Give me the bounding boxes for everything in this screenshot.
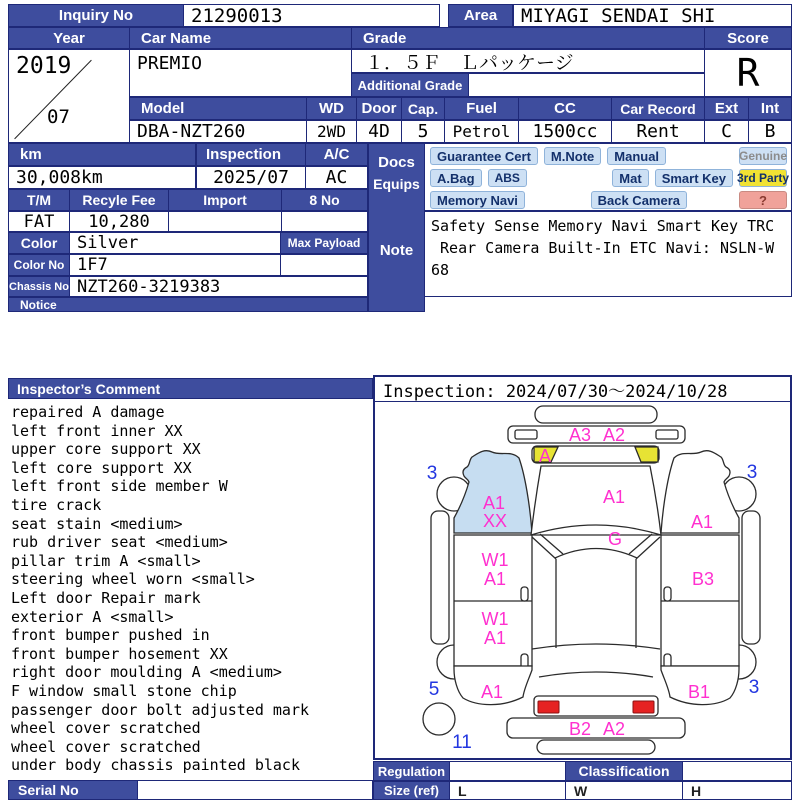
color-no-label: Color No xyxy=(8,254,70,276)
equipment-row-1 xyxy=(430,147,787,165)
damage-label: XX xyxy=(482,511,508,531)
ac-label: A/C xyxy=(305,143,368,166)
wheel-number: 3 xyxy=(426,463,438,484)
comment-line: under body chassis painted black xyxy=(11,756,300,775)
cap-label: Cap. xyxy=(401,97,445,120)
int-value: B xyxy=(748,120,792,143)
damage-label: A xyxy=(538,446,552,466)
damage-label: A1 xyxy=(602,487,626,507)
comment-line: front bumper hosement XX xyxy=(11,644,228,663)
max-payload-value xyxy=(280,254,368,276)
km-value: 30,008km xyxy=(8,166,196,189)
front-spoiler xyxy=(537,740,655,754)
badge-m-note: M.Note xyxy=(544,147,601,165)
badge-abs: ABS xyxy=(488,169,527,187)
damage-label: B3 xyxy=(691,569,715,589)
cc-value: 1500cc xyxy=(518,120,612,143)
serial-no-value xyxy=(137,780,373,800)
equipment-row-3 xyxy=(430,191,787,209)
wheel-number: 5 xyxy=(428,679,440,700)
inspector-comment-title: Inspector’s Comment xyxy=(8,378,373,399)
badge-3rd-party: 3rd Party xyxy=(736,171,790,185)
inspection-value: 2025/07 xyxy=(196,166,306,189)
docs-equips-strip xyxy=(368,143,425,312)
wheel-number: 3 xyxy=(746,462,758,483)
wd-value: 2WD xyxy=(306,120,357,143)
damage-label: W1 xyxy=(481,550,509,570)
additional-grade-label: Additional Grade xyxy=(351,73,469,97)
km-label: km xyxy=(8,143,196,166)
badge-mat: Mat xyxy=(612,169,648,187)
eight-no-label: 8 No xyxy=(281,189,368,211)
month-value: 07 xyxy=(47,106,70,128)
badge-genuine: Genuine xyxy=(739,149,788,163)
badge-smart-key: Smart Key xyxy=(655,169,733,187)
note-label: Note xyxy=(379,242,414,259)
max-payload-label: Max Payload xyxy=(280,232,368,254)
wheel-number: 11 xyxy=(452,732,472,753)
badge-back-camera: Back Camera xyxy=(591,191,687,209)
damage-diagram-panel xyxy=(373,375,792,760)
car-name-value: PREMIO xyxy=(129,49,352,97)
badge-question: ? xyxy=(739,191,787,209)
damage-label: A1 xyxy=(482,493,506,513)
front-bumper xyxy=(507,718,685,738)
grade-value: １．５Ｆ Ｌパッケージ xyxy=(351,49,705,73)
regulation-label: Regulation xyxy=(373,761,450,781)
comment-line: front bumper pushed in xyxy=(11,626,210,645)
recycle-fee-label: Recyle Fee xyxy=(69,189,169,211)
damage-label: A2 xyxy=(602,425,626,445)
size-w-cell: W xyxy=(565,781,683,800)
diagram-inspection-heading: Inspection: 2024/07/30～2024/10/28 xyxy=(375,377,790,402)
damage-label: A1 xyxy=(690,512,714,532)
tm-label: T/M xyxy=(8,189,70,211)
equips-label: Equips xyxy=(373,176,420,192)
left-sill xyxy=(431,511,449,644)
equipment-row-2 xyxy=(430,169,790,187)
ext-label: Ext xyxy=(704,97,749,120)
additional-grade-value xyxy=(468,73,705,97)
comment-line: right door moulding A <medium> xyxy=(11,663,282,682)
grade-label: Grade xyxy=(351,27,705,49)
fuel-label: Fuel xyxy=(444,97,519,120)
model-label: Model xyxy=(129,97,307,120)
hood xyxy=(556,559,636,648)
comment-line: left front inner XX xyxy=(11,421,183,440)
inspection-label: Inspection xyxy=(196,143,306,166)
recycle-fee-value: 10,280 xyxy=(69,211,169,232)
comment-line: wheel cover scratched xyxy=(11,719,201,738)
damage-label: G xyxy=(607,529,623,549)
chassis-no-label: Chassis No xyxy=(8,276,70,297)
ac-value: AC xyxy=(305,166,368,189)
import-value xyxy=(168,211,282,232)
comment-line: rub driver seat <medium> xyxy=(11,533,228,552)
note-line: Rear Camera Built-In ETC Navi: NSLN-W xyxy=(431,239,775,257)
regulation-value xyxy=(449,761,566,781)
score-value: R xyxy=(704,49,792,97)
damage-label: A3 xyxy=(568,425,592,445)
wheel-number: 3 xyxy=(748,677,760,698)
equipment-box xyxy=(424,143,792,211)
car-name-label: Car Name xyxy=(129,27,352,49)
size-h-cell: H xyxy=(682,781,792,800)
comment-line: tire crack xyxy=(11,495,102,514)
notice-label: Notice xyxy=(8,297,368,312)
comment-line: pillar trim A <small> xyxy=(11,551,201,570)
model-value: DBA-NZT260 xyxy=(129,120,307,143)
tm-value: FAT xyxy=(8,211,70,232)
size-l-cell: L xyxy=(449,781,566,800)
badge-guarantee-cert: Guarantee Cert xyxy=(430,147,538,165)
comment-line: upper core support XX xyxy=(11,440,201,459)
rear-panel-light xyxy=(656,430,678,439)
area-value: MIYAGI SENDAI SHI xyxy=(513,4,792,27)
comment-line: Left door Repair mark xyxy=(11,588,201,607)
cap-value: 5 xyxy=(401,120,445,143)
front-light-highlight-left xyxy=(538,701,559,713)
classification-label: Classification xyxy=(565,761,683,781)
comment-line: F window small stone chip xyxy=(11,681,237,700)
comment-line: left front side member W xyxy=(11,477,228,496)
color-label: Color xyxy=(8,232,70,254)
classification-value xyxy=(682,761,792,781)
chassis-no-value: NZT260-3219383 xyxy=(69,276,368,297)
comment-line: exterior A <small> xyxy=(11,607,174,626)
note-line: Safety Sense Memory Navi Smart Key TRC xyxy=(431,217,775,235)
car-record-value: Rent xyxy=(611,120,705,143)
comment-line: steering wheel worn <small> xyxy=(11,570,255,589)
int-label: Int xyxy=(748,97,792,120)
badge-a-bag: A.Bag xyxy=(430,169,482,187)
damage-label: A2 xyxy=(602,719,626,739)
inquiry-no-label: Inquiry No xyxy=(8,4,184,27)
inquiry-no-value: 21290013 xyxy=(183,4,440,27)
docs-label: Docs xyxy=(378,154,415,171)
inspector-comment-list xyxy=(11,403,371,775)
door-label: Door xyxy=(356,97,402,120)
ext-value: C xyxy=(704,120,749,143)
comment-line: wheel cover scratched xyxy=(11,737,201,756)
import-label: Import xyxy=(168,189,282,211)
badge-memory-navi: Memory Navi xyxy=(430,191,525,209)
damage-label: A1 xyxy=(480,682,504,702)
year-value: 2019 xyxy=(16,53,72,79)
comment-line: repaired A damage xyxy=(11,403,165,421)
left-door-handle xyxy=(521,587,528,601)
comment-line: left core support XX xyxy=(11,458,192,477)
rear-panel-light xyxy=(515,430,537,439)
note-box xyxy=(424,211,792,297)
right-sill xyxy=(742,511,760,644)
color-no-value: 1F7 xyxy=(69,254,281,276)
year-label: Year xyxy=(8,27,130,49)
color-value: Silver xyxy=(69,232,281,254)
front-light-highlight-right xyxy=(633,701,654,713)
score-label: Score xyxy=(704,27,792,49)
comment-line: passenger door bolt adjusted mark xyxy=(11,700,310,719)
year-cell xyxy=(8,49,130,143)
cc-label: CC xyxy=(518,97,612,120)
spare-wheel xyxy=(423,703,455,735)
damage-label: A1 xyxy=(483,628,507,648)
eight-no-value xyxy=(281,211,368,232)
right-door-handle xyxy=(664,587,671,601)
car-damage-diagram xyxy=(375,401,790,757)
damage-label: W1 xyxy=(481,609,509,629)
door-value: 4D xyxy=(356,120,402,143)
damage-label: B2 xyxy=(568,719,592,739)
damage-label: A1 xyxy=(483,569,507,589)
size-ref-label: Size (ref) xyxy=(373,781,450,800)
area-label: Area xyxy=(448,4,513,27)
rear-bumper xyxy=(535,406,657,423)
fuel-value: Petrol xyxy=(444,120,519,143)
wd-label: WD xyxy=(306,97,357,120)
serial-no-label: Serial No xyxy=(8,780,138,800)
note-line: 68 xyxy=(431,261,450,279)
damage-label: B1 xyxy=(687,682,711,702)
badge-manual: Manual xyxy=(607,147,666,165)
car-record-label: Car Record xyxy=(611,97,705,120)
comment-line: seat stain <medium> xyxy=(11,514,183,533)
